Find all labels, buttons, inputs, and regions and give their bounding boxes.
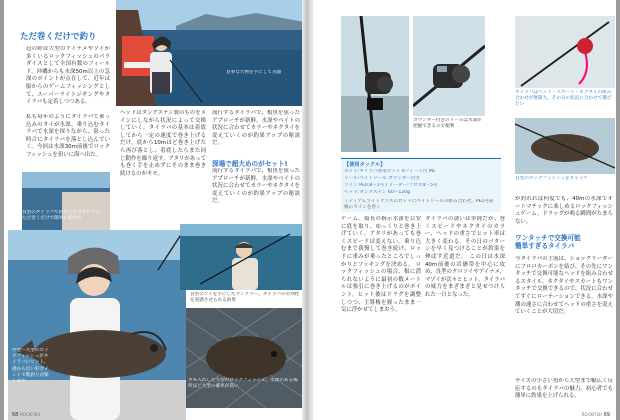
body-text-col3-p3: サイズの小さい魚から大型まで幅広く反応するのもタイラバの魅力。初心者でも簡単に釣果を上げられる。 bbox=[515, 378, 613, 400]
tackle-title: 【使用タックル】 bbox=[344, 162, 386, 168]
caption-net: タモ入れした大型のロックフィッシュ。水深のある場所ほど大型の確率が高い bbox=[188, 378, 298, 390]
caption-boat: 見事な大物を手にして笑顔 bbox=[226, 70, 282, 75]
body-text-4: この日は水深40m前後の岩礁帯を中心に攻め、良型のクロソイやアイナメ、マゾイが次々とヒット。タイラバの威力をまざまざと見せつけられた一日となった。 bbox=[425, 253, 505, 298]
caption-rod: タイラバはヘッド・スカート・ネクタイの組み合わせが無限大。その日の状況に合わせて選びたい bbox=[515, 90, 612, 108]
caption-main: 中型〜大型のロックフィッシュがタイラバにヒット。港から近い好ポイントで数釣りが楽しめた bbox=[12, 348, 49, 385]
col3-heading: ワンタッチで交換可能 簡単すぎるタイラバ bbox=[515, 234, 581, 251]
body-text-1: ゲーム。船長の指示水深を目安に底を取り、ゆっくりと巻き上げていく。アタリがあっても巻くスピードは変えない。乗り込むまで我慢して巻き続け、ロッドに重みが乗ったところでしっかりとフッキングを決める。 bbox=[341, 216, 421, 268]
body-text-right: 流行するタイラバで、根魚を狙ったアプローチが新鮮。水深やベイトの状況に合わせてカラーやネクタイを変えていくのが釣果アップの秘訣だ。 bbox=[212, 110, 300, 147]
page-number-right: ROCKFISH 69 bbox=[581, 412, 610, 418]
body-text-col3-p2: 今タイラバの主流は、ショックリーダーにフロロカーボンを結び、その先にワンタッチで交換可能なヘッドを組み合わせるスタイル。ネクタイやスカートもワンタッチで交換できるので、状況に合わせてすぐにローテーションできる。水深や潮の速さに合わせてヘッドの重さを変えていくことが大切だ。 bbox=[515, 256, 613, 316]
angler-rod-photo bbox=[180, 224, 304, 290]
lure-photo bbox=[515, 16, 615, 88]
caption-woman: 良型のタイラバで釣り上げたクロソイ。ただ巻くだけで簡単に釣れた bbox=[22, 210, 104, 222]
tackle-line-2: リール:ベイトリール カウンター付き bbox=[344, 176, 421, 181]
caption-reel1: ミディアムライトクラスのロッドにベイトリールの組み合わせ。PE1号前後のラインを巻く bbox=[344, 199, 494, 211]
caption-angler2: 良型のソイを手にしたアングラー。タイラバの有効性を実感させられる釣果 bbox=[190, 292, 300, 304]
body-text-col2 bbox=[425, 216, 505, 412]
left-page bbox=[4, 0, 304, 420]
body-text-col1-p2: 私も毎年のようにタイラバで乗っ込みのタイが水深、乗り込むタイラバで水深を探りながら、狙った時合にタイラバを落とし込んでいく。今回は水深30m前後でロックフィッシュを狙いに海へ出た。 bbox=[26, 114, 110, 158]
caption-reel2: カウンター付きのリールは水深が把握できるので便利 bbox=[413, 118, 482, 130]
body-text-mid: ヘッドはタングステン製のものをメインにしながら状況によって交換していく。タイラバの基本は着底してから一定の速度で巻き上げるだけ。底から10mほど巻き上げたら再び落とし、着底したらまた同じ動作を繰り返す。アタリがあっても巻く手を止めずにそのまま巻き続けるのがキモ。 bbox=[120, 110, 206, 177]
body-text-right-2: 流行するタイラバで、根魚を狙ったアプローチが新鮮。水深やベイトの状況に合わせてカラーやネクタイを変えていくのが釣果アップの秘訣だ。 bbox=[212, 168, 300, 205]
caption-fish: 良型のロックフィッシュをキャッチ bbox=[515, 176, 588, 181]
body-text-col1 bbox=[341, 216, 421, 412]
body-text-col1-p1: 冠の峠は大型のアイナメやソイが多くいるロックフィッシュのパラダイスとして全国有数のフィールド。沖磯からも水深50m以上の急深のポイントが点在して、近年は船からのゲームフィッシングとして、スーパーライトジギングやタイラバも定着しつつある。 bbox=[26, 46, 110, 106]
tackle-line-1: ロッド:タイラバ専用ロッド 6フィート台 ML bbox=[344, 169, 436, 174]
body-text-col3-p1: が釣れれば何度でも、40mの水深でオートマチックに楽しめるロックフィッシュゲーム。ドラッグが鳴る瞬間がたまらない。 bbox=[515, 196, 613, 225]
page-number-left: 68 ROCKFISH bbox=[12, 412, 41, 418]
reel-photo-1 bbox=[341, 16, 409, 152]
body-text-3: タイラバの誘いは単純だが、巻くスピードやネクタイのカラー、ヘッドの重さでヒット率は大きく変わる。その日のパターンを早く見つけることが釣果を伸ばす近道だ。 bbox=[425, 216, 505, 260]
fish-photo bbox=[515, 118, 615, 174]
mid-heading: 深場で超大めのがセット! bbox=[212, 160, 288, 168]
right-page bbox=[313, 0, 616, 420]
section-heading: ただ巻くだけで釣り bbox=[20, 32, 97, 42]
tackle-info-box bbox=[341, 158, 501, 212]
reel-photo-2 bbox=[413, 16, 485, 116]
tackle-line-4: ヘッド:タングステン 60〜120g bbox=[344, 190, 411, 195]
tackle-line-3: ライン:PE0.8〜1号 / リーダー:フロロ4〜5号 bbox=[344, 183, 438, 188]
body-text-2: ロックフィッシュの場合、根に潜られないように最初の数メートルは強引に巻き上げるのがポイント。ヒット後はドラグを調整しつつ、主導権を握ったまま一気に浮かせてしまおう。 bbox=[341, 261, 421, 314]
